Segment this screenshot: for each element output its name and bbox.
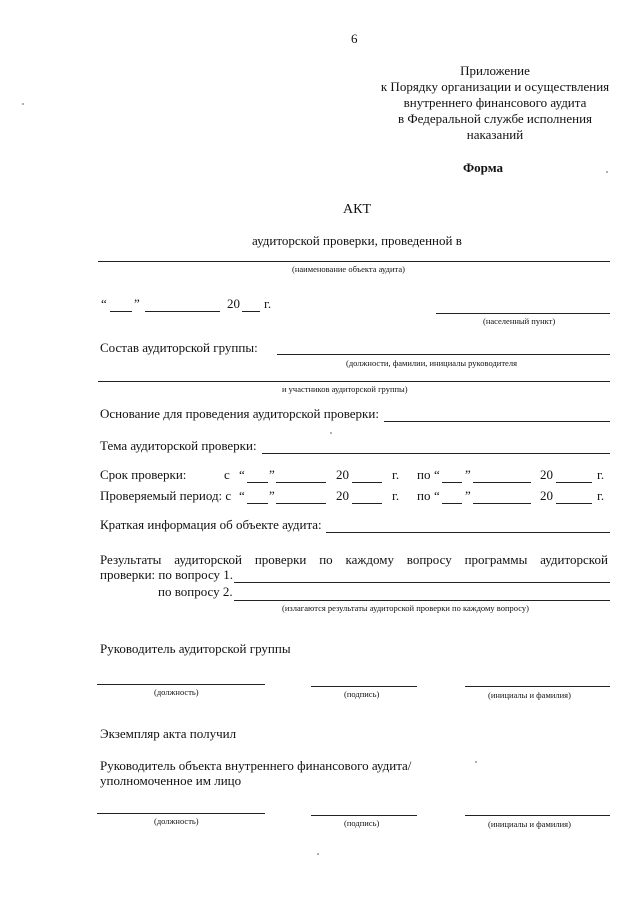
group-line-1[interactable] xyxy=(277,354,610,355)
group-label: Состав аудиторской группы: xyxy=(100,340,258,355)
appendix-line: наказаний xyxy=(466,127,524,142)
head-position-line[interactable] xyxy=(97,684,265,685)
recipient-position-caption: (должность) xyxy=(154,816,199,826)
results-question-2-line[interactable] xyxy=(234,600,610,601)
recipient-signature-line[interactable] xyxy=(311,815,417,816)
period-to-day-line[interactable] xyxy=(442,503,462,504)
scan-speck xyxy=(317,853,319,855)
results-caption: (излагаются результаты аудиторской проверки по каждому вопросу) xyxy=(282,603,529,613)
period-from-month-line[interactable] xyxy=(276,503,326,504)
period-from-day-line[interactable] xyxy=(247,503,268,504)
group-caption-1: (должности, фамилии, инициалы руководителя xyxy=(346,358,517,368)
appendix-line: к Порядку организации и осуществления xyxy=(380,79,610,94)
head-label: Руководитель аудиторской группы xyxy=(100,641,291,656)
recipient-position-line[interactable] xyxy=(97,813,265,814)
scan-speck xyxy=(606,171,608,173)
year-line[interactable] xyxy=(242,311,260,312)
term-to-year-line[interactable] xyxy=(556,482,592,483)
copy-received-label: Экземпляр акта получил xyxy=(100,726,237,741)
period-label: Проверяемый период: с xyxy=(100,488,232,503)
recipient-line-2: уполномоченное им лицо xyxy=(100,773,242,788)
settlement-line[interactable] xyxy=(436,313,610,314)
form-label: Форма xyxy=(463,160,503,175)
basis-line[interactable] xyxy=(384,421,610,422)
term-from-year-line[interactable] xyxy=(352,482,382,483)
head-name-line[interactable] xyxy=(465,686,610,687)
appendix-title: Приложение xyxy=(460,63,530,78)
results-question-1: проверки: по вопросу 1. xyxy=(100,567,234,582)
term-from-day-line[interactable] xyxy=(247,482,268,483)
term-label: Срок проверки: xyxy=(100,467,187,482)
head-name-caption: (инициалы и фамилия) xyxy=(488,690,571,700)
scan-speck xyxy=(475,761,477,763)
scan-speck xyxy=(330,432,332,434)
document-title: АКТ xyxy=(343,202,371,217)
appendix-line: внутреннего финансового аудита xyxy=(403,95,587,110)
page-number: 6 xyxy=(351,31,358,46)
group-caption-2: и участников аудиторской группы) xyxy=(282,384,408,394)
recipient-name-caption: (инициалы и фамилия) xyxy=(488,819,571,829)
results-line-1: Результаты аудиторской проверки по каждому вопросу программы аудиторской xyxy=(100,552,608,567)
document-subtitle: аудиторской проверки, проведенной в xyxy=(252,233,462,248)
term-from-month-line[interactable] xyxy=(276,482,326,483)
results-question-2: по вопросу 2. xyxy=(158,584,233,599)
recipient-line-1: Руководитель объекта внутреннего финансового аудита/ xyxy=(100,758,412,773)
group-line-2[interactable] xyxy=(98,381,610,382)
period-to-month-line[interactable] xyxy=(473,503,531,504)
day-line[interactable] xyxy=(110,311,132,312)
basis-label: Основание для проведения аудиторской проверки: xyxy=(100,406,379,421)
appendix-line: в Федеральной службе исполнения xyxy=(397,111,593,126)
head-signature-line[interactable] xyxy=(311,686,417,687)
term-to-month-line[interactable] xyxy=(473,482,531,483)
recipient-signature-caption: (подпись) xyxy=(344,818,380,828)
term-to-day-line[interactable] xyxy=(442,482,462,483)
topic-label: Тема аудиторской проверки: xyxy=(100,438,257,453)
brief-line[interactable] xyxy=(326,532,610,533)
head-position-caption: (должность) xyxy=(154,687,199,697)
recipient-name-line[interactable] xyxy=(465,815,610,816)
scan-speck xyxy=(22,103,24,105)
settlement-caption: (населенный пункт) xyxy=(483,316,556,326)
object-name-line[interactable] xyxy=(98,261,610,262)
period-from-year-line[interactable] xyxy=(352,503,382,504)
month-line[interactable] xyxy=(145,311,220,312)
period-to-year-line[interactable] xyxy=(556,503,592,504)
object-caption: (наименование объекта аудита) xyxy=(292,264,405,274)
results-question-1-line[interactable] xyxy=(234,582,610,583)
head-signature-caption: (подпись) xyxy=(344,689,380,699)
brief-label: Краткая информация об объекте аудита: xyxy=(100,517,322,532)
topic-line[interactable] xyxy=(262,453,610,454)
